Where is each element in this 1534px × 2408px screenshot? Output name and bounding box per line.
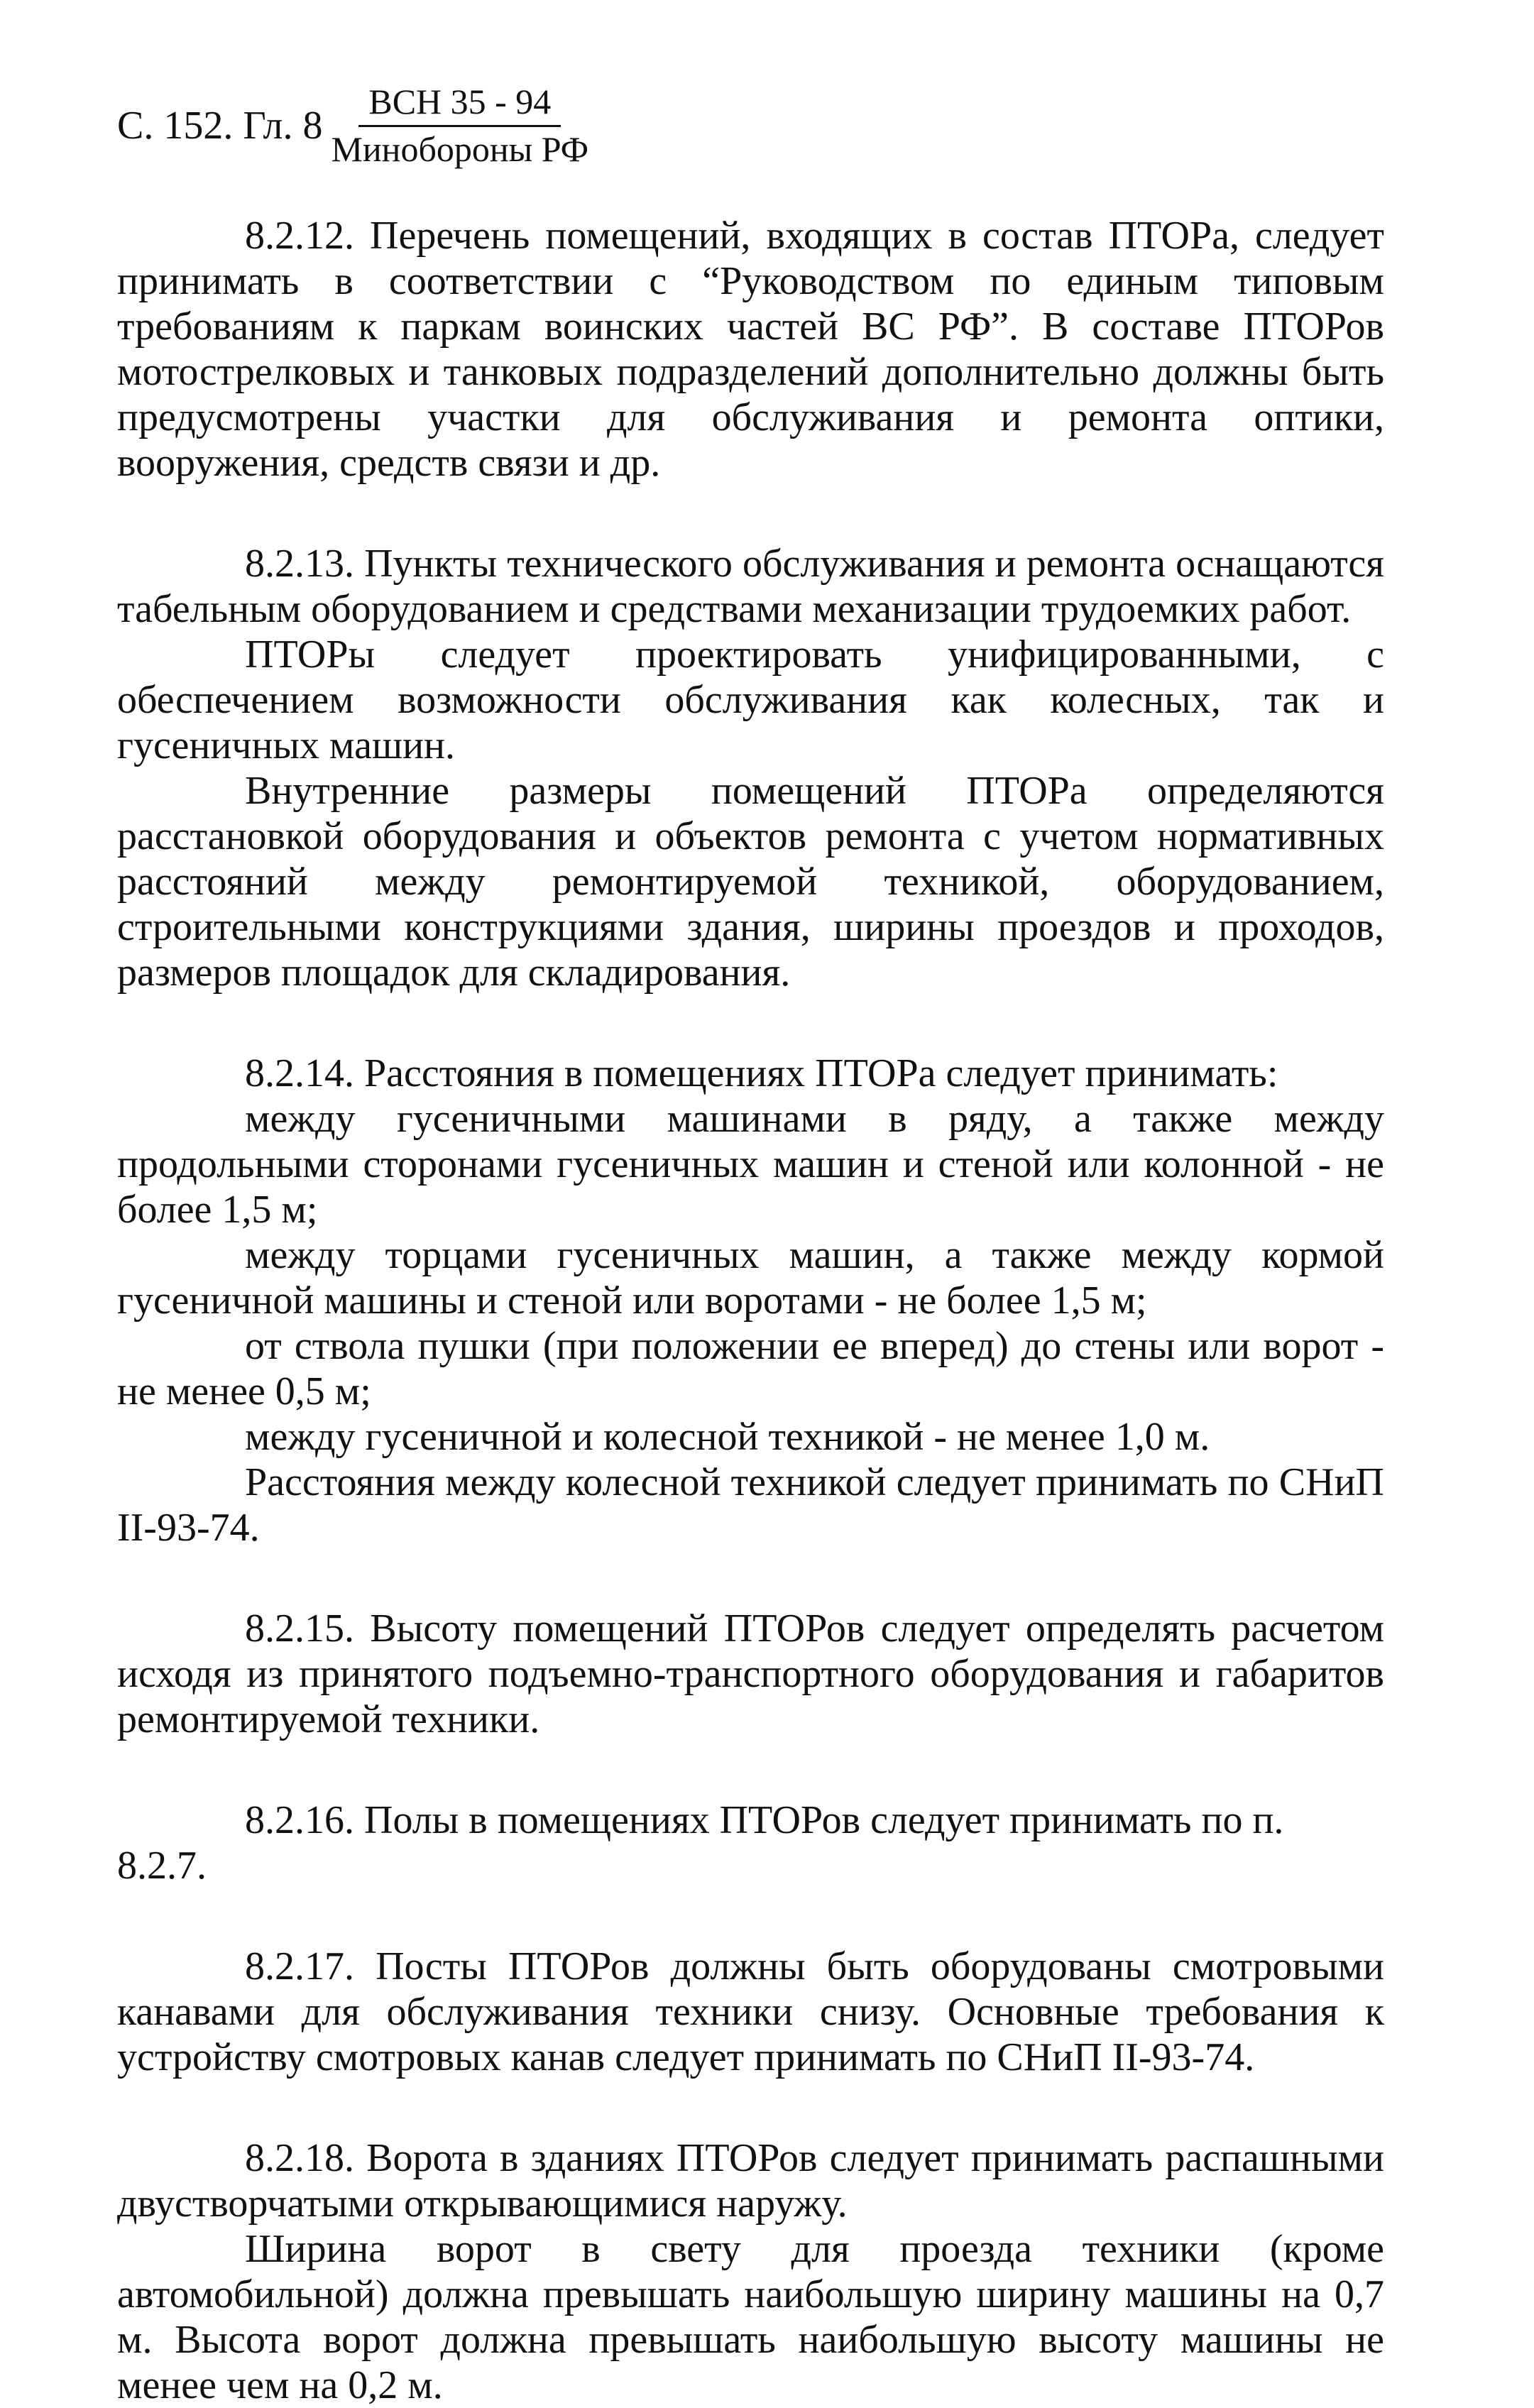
clause-continuation: 8.2.7.	[117, 1844, 207, 1888]
distance-item: между торцами гусеничных машин, а также между кормой гусеничной машины и стеной или воротами - не более 1,5 м;	[117, 1233, 1384, 1323]
distance-item: между гусеничной и колесной техникой - не менее 1,0 м.	[245, 1415, 1210, 1459]
distance-item: между гусеничными машинами в ряду, а также между продольными сторонами гусеничных машин и стеной или колонной - не более 1,5 м;	[117, 1097, 1384, 1232]
distance-item: от ствола пушки (при положении ее вперед) до стены или ворот - не менее 0,5 м;	[117, 1324, 1384, 1413]
clause-8-2-15: 8.2.15. Высоту помещений ПТОРов следует определять расчетом исходя из принятого подъемно-транспортного оборудования и габаритов ремонтируемой техники.	[117, 1607, 1384, 1741]
document-organization: Минобороны РФ	[331, 129, 589, 169]
clause-8-2-16: 8.2.16. Полы в помещениях ПТОРов следует принимать по п.	[245, 1798, 1284, 1842]
document-code: ВСН 35 - 94	[358, 84, 561, 127]
paragraph: Внутренние размеры помещений ПТОРа определяются расстановкой оборудования и объектов ремонта с учетом нормативных расстояний между ремонтируемой техникой, оборудованием, строительными конструкциями здания, ширины проездов и проходов, размеров площадок для складирования.	[117, 769, 1384, 995]
clause-8-2-17: 8.2.17. Посты ПТОРов должны быть оборудованы смотровыми канавами для обслуживания техники снизу. Основные требования к устройству смотровых канав следует принимать по СНиП II-93-74.	[117, 1944, 1384, 2079]
page-reference: С. 152. Гл. 8	[117, 103, 323, 148]
clause-8-2-14: 8.2.14. Расстояния в помещениях ПТОРа следует принимать:	[245, 1051, 1278, 1095]
document-body	[117, 213, 1384, 2408]
paragraph: Расстояния между колесной техникой следует принимать по СНиП II-93-74.	[117, 1460, 1384, 1550]
paragraph: ПТОРы следует проектировать унифицированными, с обеспечением возможности обслуживания как колесных, так и гусеничных машин.	[117, 633, 1384, 767]
page-header	[117, 84, 588, 167]
clause-8-2-12: 8.2.12. Перечень помещений, входящих в состав ПТОРа, следует принимать в соответствии с “Руководством по единым типовым требованиям к паркам воинских частей ВС РФ”. В составе ПТОРов мотострелковых и танковых подразделений дополнительно должны быть предусмотрены участки для обслуживания и ремонта оптики, вооружения, средств связи и др.	[117, 214, 1384, 485]
paragraph: Ширина ворот в свету для проезда техники (кроме автомобильной) должна превышать наибольшую ширину машины на 0,7 м. Высота ворот должна превышать наибольшую высоту машины не менее чем на 0,2 м.	[117, 2227, 1384, 2407]
clause-8-2-18: 8.2.18. Ворота в зданиях ПТОРов следует принимать распашными двустворчатыми открывающимися наружу.	[117, 2136, 1384, 2226]
clause-8-2-13: 8.2.13. Пункты технического обслуживания и ремонта оснащаются табельным оборудованием и средствами механизации трудоемких работ.	[117, 542, 1384, 631]
document-designation	[331, 84, 588, 167]
